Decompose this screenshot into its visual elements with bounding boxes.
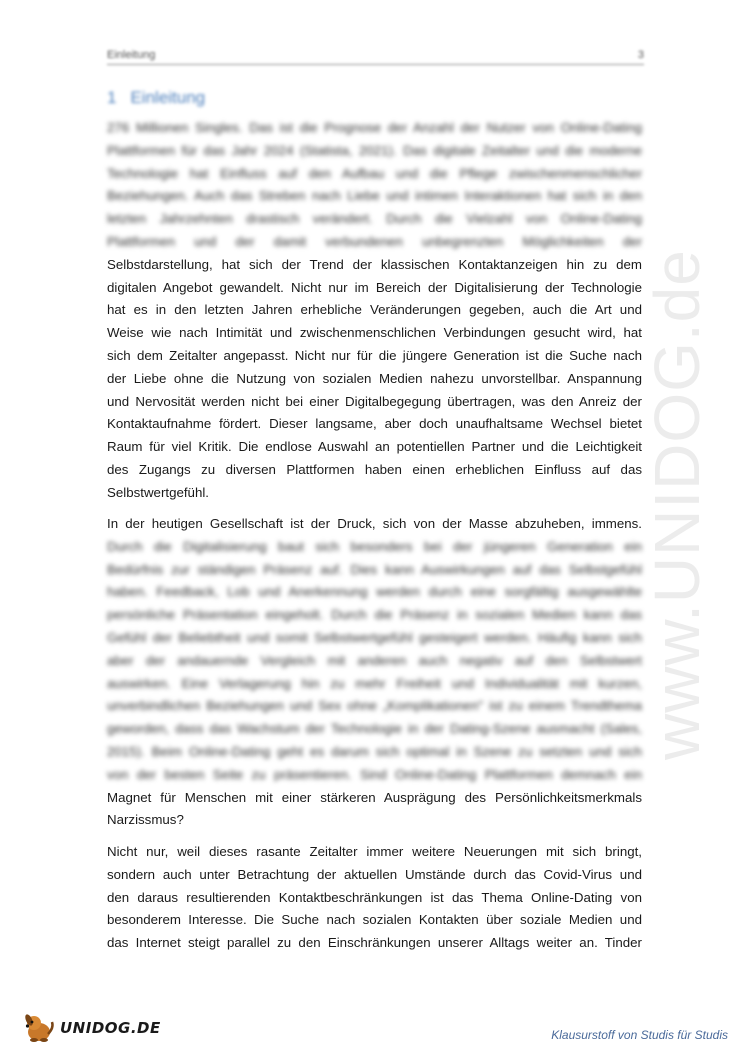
blurred-text-line: auswirken. Eine Verlagerung hin zu mehr Freiheit und Individualität mit kurzen, — [107, 675, 642, 691]
unidog-logo — [22, 1012, 161, 1044]
text-line: Selbstwertgefühl. — [107, 484, 209, 500]
text-line: Weise wie nach Intimität und zwischenmenschlichen Verbindungen gesucht wird, hat — [107, 325, 642, 341]
chapter-heading — [107, 88, 205, 108]
text-line: Nicht nur, weil dieses rasante Zeitalter immer weitere Neuerungen mit sich bringt, — [107, 844, 642, 859]
text-line: sich dem Zeitalter angepasst. Nicht nur für die jüngere Generation ist die Suche nach — [107, 347, 642, 363]
blurred-text-line: Plattformen und der damit verbundenen unbegrenzten Möglichkeiten der — [107, 233, 642, 249]
footer-tagline: Klausurstoff von Studis für Studis — [551, 1028, 728, 1042]
blurred-text-line: Gefühl der Beliebtheit und somit Selbstwertgefühl gesteigert werden. Häufig kann sich — [107, 629, 642, 645]
text-line: Narzissmus? — [107, 812, 184, 828]
logo-text: UNIDOG.DE — [60, 1019, 161, 1037]
text-line: und Nervosität werden nicht bei einer Digitalbegegung übertragen, was den Anreiz der — [107, 393, 642, 409]
running-header — [107, 44, 644, 65]
chapter-title: Einleitung — [130, 88, 206, 107]
paragraph-1 — [107, 117, 642, 505]
header-page-number: 3 — [637, 49, 644, 61]
text-line: Selbstdarstellung, hat sich der Trend der klassischen Kontaktanzeigen hin zu dem — [107, 256, 642, 272]
text-line: des Zugangs zu diversen Plattformen haben einen erheblichen Einfluss auf das — [107, 461, 642, 477]
text-line: In der heutigen Gesellschaft ist der Druck, sich von der Masse abzuheben, immens. — [107, 516, 642, 531]
blurred-text-line: haben. Feedback, Lob und Anerkennung werden durch eine sorgfältig ausgewählte — [107, 584, 642, 600]
header-chapter-title: Einleitung — [107, 49, 156, 61]
blurred-text-line: geworden, dass das Wachstum der Technologie in der Dating-Szene ausmacht (Sales, — [107, 721, 642, 737]
watermark: www.UNIDOG.de — [641, 249, 713, 760]
blurred-text-line: letzten Jahrzehnten drastisch verändert. Durch die Vielzahl von Online-Dating — [107, 211, 642, 227]
paragraph-3 — [107, 841, 642, 955]
text-line: sondern auch unter Betrachtung der aktuellen Umstände durch das Covid-Virus und — [107, 866, 642, 882]
text-line: digitalen Angebot gewandelt. Nicht nur im Bereich der Digitalisierung der Technologie — [107, 279, 642, 295]
text-line: Raum für viel Kritik. Die endlose Auswahl an potentiellen Partner und die Leichtigkeit — [107, 439, 642, 455]
blurred-text-line: 276 Millionen Singles. Das ist die Prognose der Anzahl der Nutzer von Online-Dating — [107, 120, 642, 135]
text-line: Kontaktaufnahme fördert. Dieser langsame, aber doch unaufhaltsame Wechsel bietet — [107, 416, 642, 432]
blurred-text-line: von der besten Seite zu präsentieren. Sind Online-Dating Plattformen demnach ein — [107, 766, 642, 782]
dog-mascot-icon — [22, 1012, 56, 1044]
text-line: den daraus resultierenden Kontaktbeschränkungen ist das Thema Online-Dating von — [107, 889, 642, 905]
chapter-number: 1 — [107, 88, 117, 107]
text-line: hat es in den letzten Jahren erhebliche Veränderungen gegeben, auch die Art und — [107, 302, 642, 318]
text-line: Magnet für Menschen mit einer stärkeren Ausprägung des Persönlichkeitsmerkmals — [107, 789, 642, 805]
blurred-text-line: Durch die Digitalisierung baut sich besonders bei der jüngeren Generation ein — [107, 538, 642, 554]
blurred-text-line: Plattformen für das Jahr 2024 (Statista, 2021). Das digitale Zeitalter und die moderne — [107, 142, 642, 158]
blurred-text-line: Technologie hat Einfluss auf den Aufbau und die Pflege zwischenmenschlicher — [107, 165, 642, 181]
blurred-text-line: Beziehungen. Auch das Streben nach Liebe und intimen Interaktionen hat sich in den — [107, 188, 642, 204]
blurred-text-line: aber der andauernde Vergleich mit anderen auch negativ auf den Selbstwert — [107, 652, 642, 668]
text-line: das Internet steigt parallel zu den Einschränkungen unserer Alltags weiter an. Tinder — [107, 935, 642, 951]
text-line: besonderem Interesse. Die Suche nach sozialen Kontakten über soziale Medien und — [107, 912, 642, 928]
paragraph-2 — [107, 513, 642, 832]
text-line: der Liebe ohne die Nutzung von sozialen Medien nahezu unvorstellbar. Anspannung — [107, 370, 642, 386]
blurred-text-line: unverbindlichen Beziehungen und Sex ohne „Komplikationen" ist zu einem Trendthema — [107, 698, 642, 714]
blurred-text-line: persönliche Präsentation eingeholt. Durch die Präsenz in sozialen Medien kann das — [107, 607, 642, 623]
blurred-text-line: 2015). Beim Online-Dating geht es darum sich optimal in Szene zu setzten und sich — [107, 743, 642, 759]
blurred-text-line: Bedürfnis zur ständigen Präsenz auf. Dies kann Auswirkungen auf das Selbstgefühl — [107, 561, 642, 577]
